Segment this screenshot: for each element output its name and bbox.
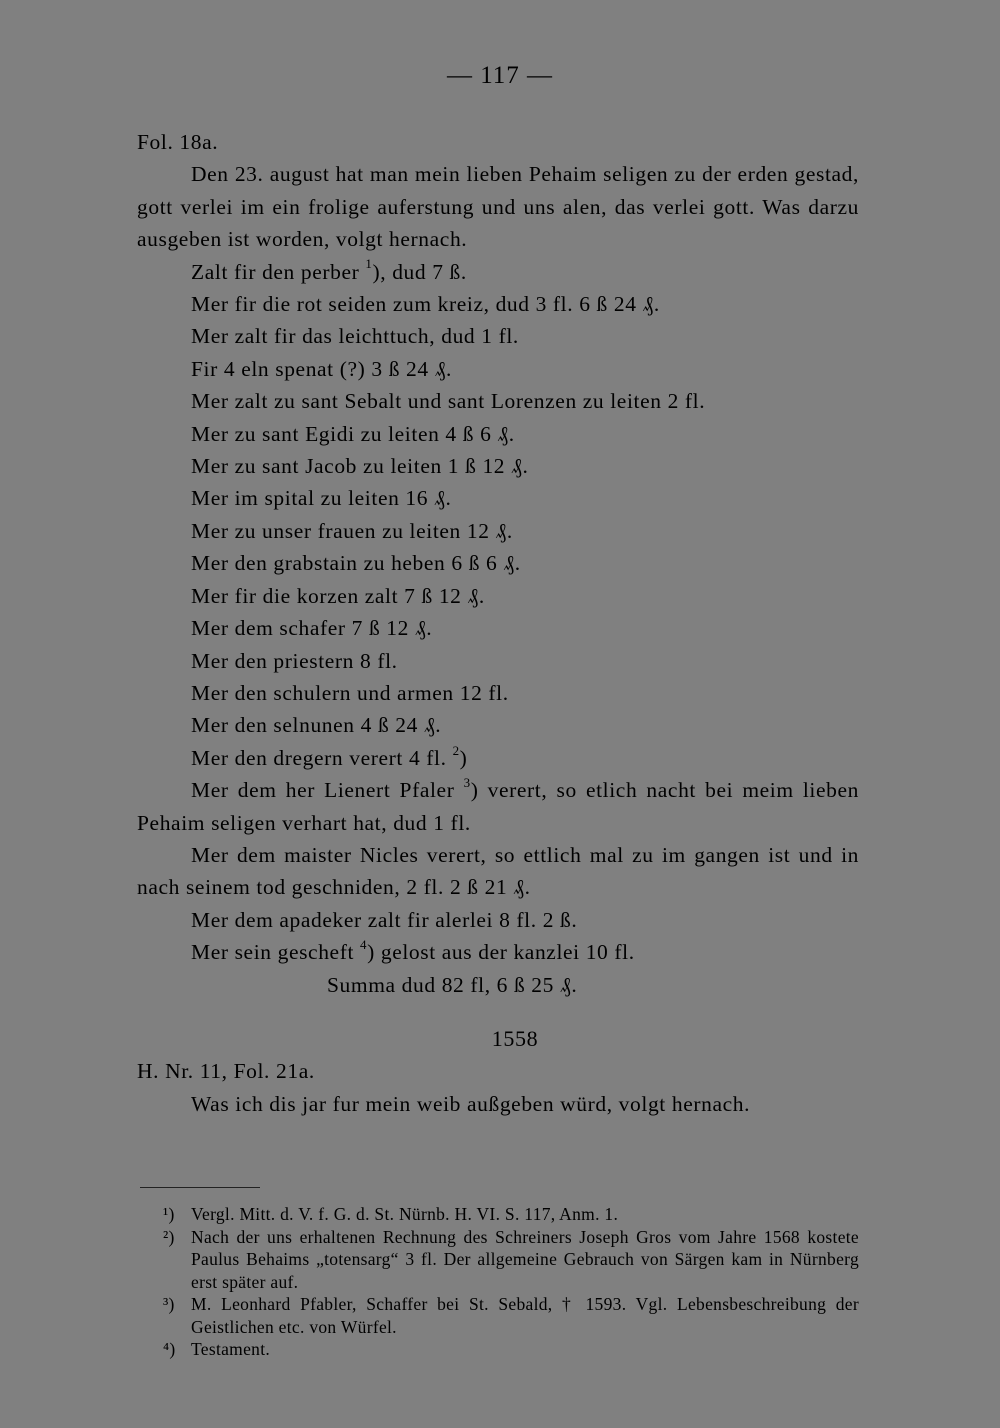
footnote (163, 1226, 859, 1294)
footnote (163, 1293, 859, 1338)
entry-line: Fir 4 eln spenat (?) 3 ß 24 ₰. (191, 356, 453, 381)
intro-paragraph: Den 23. august hat man mein lieben Pehaim seligen zu der erden gestad, gott verlei im ein frolige auferstung und uns alen, das verlei gott. Was darzu ausgeben ist worden, volgt hernach. (137, 162, 859, 252)
footnotes (163, 1203, 859, 1361)
entry-line: Mer dem apadeker zalt fir alerlei 8 fl. 2 ß. (191, 907, 578, 932)
footnote-text: M. Leonhard Pfabler, Schaffer bei St. Sebald, † 1593. Vgl. Lebensbeschreibung der Geistlichen etc. von Würfel. (191, 1294, 859, 1337)
entry-line: Mer fir die korzen zalt 7 ß 12 ₰. (191, 583, 485, 608)
footnote-ref: 1 (365, 256, 373, 272)
entry-line: Mer dem schafer 7 ß 12 ₰. (191, 616, 433, 641)
footnote (163, 1203, 859, 1226)
footnote-mark: ³) (163, 1294, 175, 1314)
entry-line: Mer fir die rot seiden zum kreiz, dud 3 fl. 6 ß 24 ₰. (191, 292, 660, 317)
footnote-ref: 4 (360, 937, 368, 952)
entry-line: Mer den grabstain zu heben 6 ß 6 ₰. (191, 551, 521, 576)
footnote-text: Nach der uns erhaltenen Rechnung des Schreiners Joseph Gros vom Jahre 1568 kostete Paulus Behaims „totensarg“ 3 fl. Der allgemeine Gebrauch von Särgen kam in Nürnberg erst später auf. (191, 1226, 859, 1292)
entry-line: Mer den schulern und armen 12 fl. (191, 680, 509, 705)
footnote-text: Vergl. Mitt. d. V. f. G. d. St. Nürnb. H. VI. S. 117, Anm. 1. (191, 1204, 619, 1224)
folio-heading: Fol. 18a. (137, 130, 219, 154)
entry-line: Mer zu unser frauen zu leiten 12 ₰. (191, 518, 513, 543)
entry-line: Mer den dregern verert 4 fl. $^2$) (191, 742, 468, 770)
entry-line: Zalt fir den perber $^1$), dud 7 ß. (191, 256, 467, 284)
footnote-mark: ²) (163, 1226, 175, 1247)
entry-line: Mer zu sant Jacob zu leiten 1 ß 12 ₰. (191, 454, 529, 479)
page-number: — 117 — (446, 62, 554, 89)
footnote-divider (140, 1187, 260, 1188)
entry-line: Mer sein gescheft $^4$) gelost aus der kanzlei 10 fl. (191, 937, 635, 965)
folio-heading: H. Nr. 11, Fol. 21a. (137, 1059, 315, 1084)
entry-line: Mer dem maister Nicles verert, so ettlich mal zu im gangen ist und in nach seinem tod geschniden, 2 fl. 2 ß 21 ₰. (137, 842, 859, 900)
entry-line: Mer zalt fir das leichttuch, dud 1 fl. (191, 324, 519, 349)
entry-line: Mer dem her Lienert Pfaler $^3$) verert, so etlich nacht bei meim lieben Pehaim seligen verhart hat, dud 1 fl. (137, 774, 859, 835)
closing-paragraph: Was ich dis jar fur mein weib außgeben würd, volgt hernach. (191, 1091, 751, 1116)
footnote-ref: 2 (452, 742, 460, 758)
entry-line: Mer zu sant Egidi zu leiten 4 ß 6 ₰. (191, 421, 515, 446)
entry-line: Mer den selnunen 4 ß 24 ₰. (191, 713, 442, 738)
footnote-mark: ⁴) (163, 1339, 176, 1359)
entry-line: Mer im spital zu leiten 16 ₰. (191, 486, 452, 511)
footnote-text: Testament. (191, 1339, 271, 1359)
year-heading: 1558 (491, 1025, 539, 1051)
entry-line: Mer den priestern 8 fl. (191, 648, 398, 673)
summa-line: Summa dud 82 fl, 6 ß 25 ₰. (327, 972, 578, 997)
footnote-ref: 3 (463, 774, 471, 790)
footnote (163, 1338, 859, 1361)
main-text (137, 126, 859, 1120)
entry-line: Mer zalt zu sant Sebalt und sant Lorenzen zu leiten 2 fl. (191, 389, 706, 414)
footnote-mark: ¹) (163, 1204, 175, 1224)
